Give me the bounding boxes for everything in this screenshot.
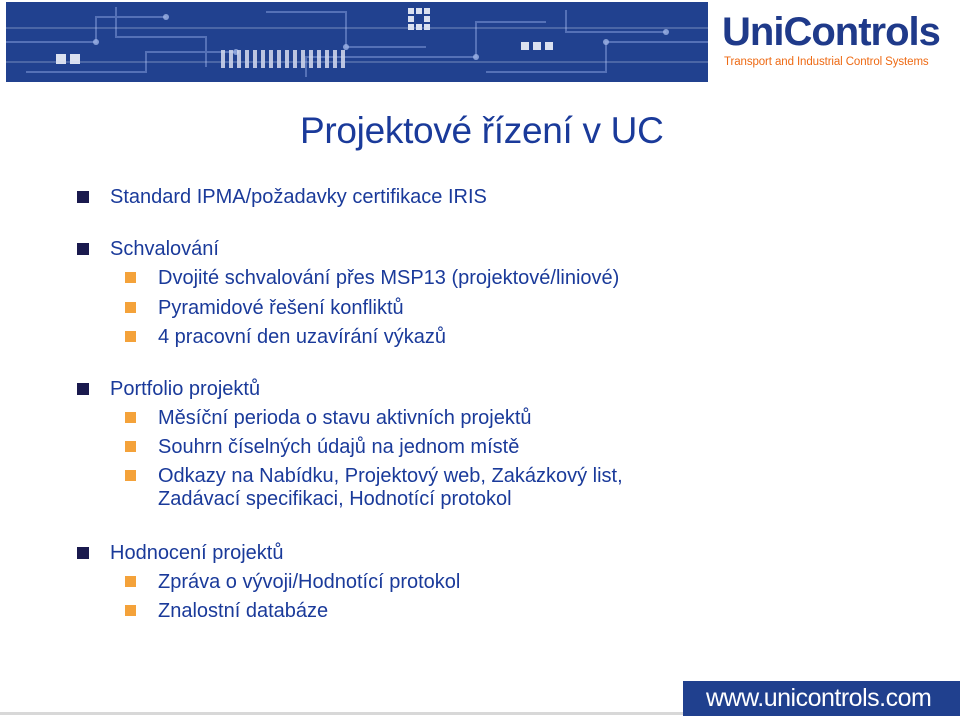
bullet-square-orange-icon bbox=[125, 576, 136, 587]
bullet-square-orange-icon bbox=[125, 302, 136, 313]
header-banner bbox=[6, 2, 708, 82]
slide-title: Projektové řízení v UC bbox=[300, 110, 664, 151]
bullet-square-icon bbox=[77, 547, 89, 559]
footer-divider bbox=[0, 712, 683, 715]
bullet-square-orange-icon bbox=[125, 441, 136, 452]
bullet-level2-text: Souhrn číselných údajů na jednom místě bbox=[158, 436, 520, 458]
footer-url-link[interactable]: www.unicontrols.com bbox=[706, 684, 932, 712]
bullet-square-icon bbox=[77, 243, 89, 255]
bullet-square-orange-icon bbox=[125, 272, 136, 283]
bullet-level2-text: Měsíční perioda o stavu aktivních projektů bbox=[158, 407, 532, 429]
bullet-level1-text: Hodnocení projektů bbox=[110, 542, 284, 564]
bullet-level1-text: Standard IPMA/požadavky certifikace IRIS bbox=[110, 186, 487, 208]
bullet-level2-text: Znalostní databáze bbox=[158, 600, 329, 622]
logo-part-controls: Controls bbox=[783, 10, 940, 54]
logo-part-uni: Uni bbox=[722, 10, 784, 54]
circuit-pattern-image bbox=[6, 2, 708, 82]
bullet-level2-text: Dvojité schvalování přes MSP13 (projektové/liniové) bbox=[158, 267, 620, 289]
bullet-level2-text-continued: Zadávací specifikaci, Hodnotící protokol bbox=[158, 488, 512, 510]
bullet-square-orange-icon bbox=[125, 605, 136, 616]
bullet-square-orange-icon bbox=[125, 331, 136, 342]
logo-tagline: Transport and Industrial Control Systems bbox=[724, 56, 929, 68]
bullet-level2-text: 4 pracovní den uzavírání výkazů bbox=[158, 326, 446, 348]
unicontrols-logo bbox=[718, 6, 954, 76]
bullet-square-icon bbox=[77, 383, 89, 395]
bullet-level1-text: Portfolio projektů bbox=[110, 378, 261, 400]
bullet-square-orange-icon bbox=[125, 412, 136, 423]
header bbox=[0, 0, 960, 82]
bullet-level2-text: Odkazy na Nabídku, Projektový web, Zakázkový list, bbox=[158, 465, 623, 487]
bullet-level2-text: Zpráva o vývoji/Hodnotící protokol bbox=[158, 571, 461, 593]
bullet-level1-text: Schvalování bbox=[110, 238, 219, 260]
bullet-level2-text: Pyramidové řešení konfliktů bbox=[158, 297, 404, 319]
bullet-square-orange-icon bbox=[125, 470, 136, 481]
bullet-square-icon bbox=[77, 191, 89, 203]
